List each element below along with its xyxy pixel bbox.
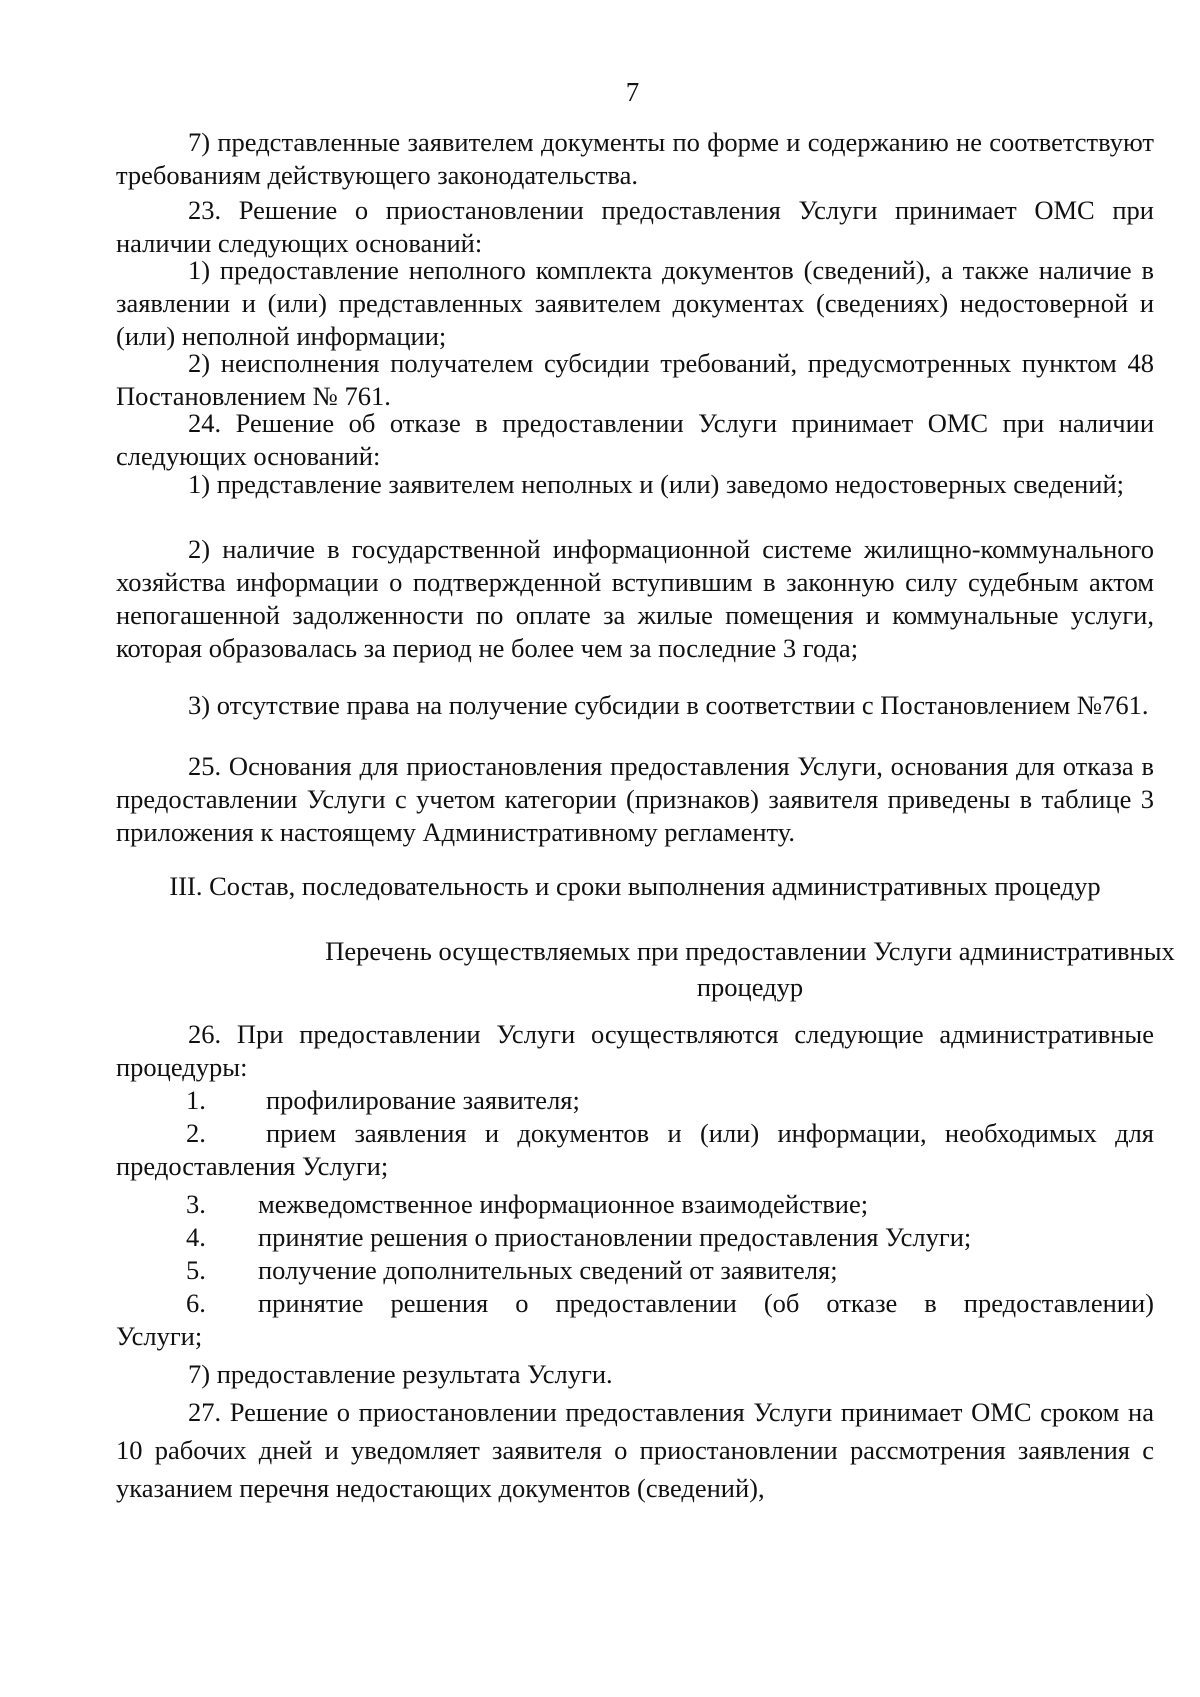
paragraph-24-item-1: 1) представление заявителем неполных и (или) заведомо недостоверных сведений; (188, 469, 1124, 499)
procedure-number: 1. (186, 1085, 206, 1115)
paragraph-27: 27. Решение о приостановлении предоставления Услуги принимает ОМС сроком на 10 рабочих дней и уведомляет заявителя о приостановлении рассмотрения заявления с указанием перечня недостающих документов (сведений), (116, 1397, 1154, 1503)
procedure-number: 6. (186, 1288, 206, 1318)
procedure-item: принятие решения о предоставлении (об отказе в предоставлении) (258, 1288, 1154, 1318)
paragraph-23-item-1: 1) предоставление неполного комплекта документов (сведений), а также наличие в заявлении и (или) представленных заявителем документах (сведениях) недостоверной и (или) неполной информации; (116, 255, 1154, 351)
paragraph-26: 26. При предоставлении Услуги осуществляются следующие административные процедуры: (116, 1019, 1154, 1082)
procedure-number: 5. (186, 1255, 206, 1285)
section-heading: III. Состав, последовательность и сроки выполнения административных процедур (169, 871, 1101, 901)
procedure-number: 3. (186, 1189, 206, 1219)
paragraph-25: 25. Основания для приостановления предоставления Услуги, основания для отказа в предоставлении Услуги с учетом категории (признаков) заявителя приведены в таблице 3 приложения к настоящему Административному регламенту. (116, 751, 1154, 847)
paragraph-24: 24. Решение об отказе в предоставлении Услуги принимает ОМС при наличии следующих оснований: (116, 408, 1154, 471)
paragraph-24-item-3: 3) отсутствие права на получение субсидии в соответствии с Постановлением №761. (188, 690, 1149, 720)
paragraph-item-7: 7) представленные заявителем документы по форме и содержанию не соответствуют требованиям действующего законодательства. (116, 127, 1154, 190)
paragraph-24-item-2: 2) наличие в государственной информационной системе жилищно-коммунального хозяйства информации о подтвержденной вступившим в законную силу судебным актом непогашенной задолженности по оплате за жилые помещения и коммунальные услуги, которая образовалась за период не более чем за последние 3 года; (116, 534, 1154, 663)
subsection-heading: Перечень осуществляемых при предоставлении Услуги административных процедур (325, 936, 1175, 1002)
procedure-number: 4. (186, 1222, 206, 1252)
procedure-number: 2. (186, 1118, 206, 1148)
procedure-item-7: 7) предоставление результата Услуги. (188, 1359, 613, 1389)
procedure-item-continuation: Услуги; (116, 1321, 203, 1351)
procedure-item: профилирование заявителя; (266, 1085, 580, 1115)
paragraph-23-item-2: 2) неисполнения получателем субсидии требований, предусмотренных пунктом 48 Постановлением № 761. (116, 348, 1154, 411)
paragraph-23: 23. Решение о приостановлении предоставления Услуги принимает ОМС при наличии следующих оснований: (116, 195, 1154, 258)
procedure-item: межведомственное информационное взаимодействие; (258, 1189, 869, 1219)
procedure-item: принятие решения о приостановлении предоставления Услуги; (258, 1222, 972, 1252)
procedure-item: прием заявления и документов и (или) информации, необходимых для (266, 1118, 1154, 1148)
page-number: 7 (625, 77, 640, 107)
procedure-item: получение дополнительных сведений от заявителя; (258, 1255, 838, 1285)
procedure-item-continuation: предоставления Услуги; (116, 1151, 389, 1181)
